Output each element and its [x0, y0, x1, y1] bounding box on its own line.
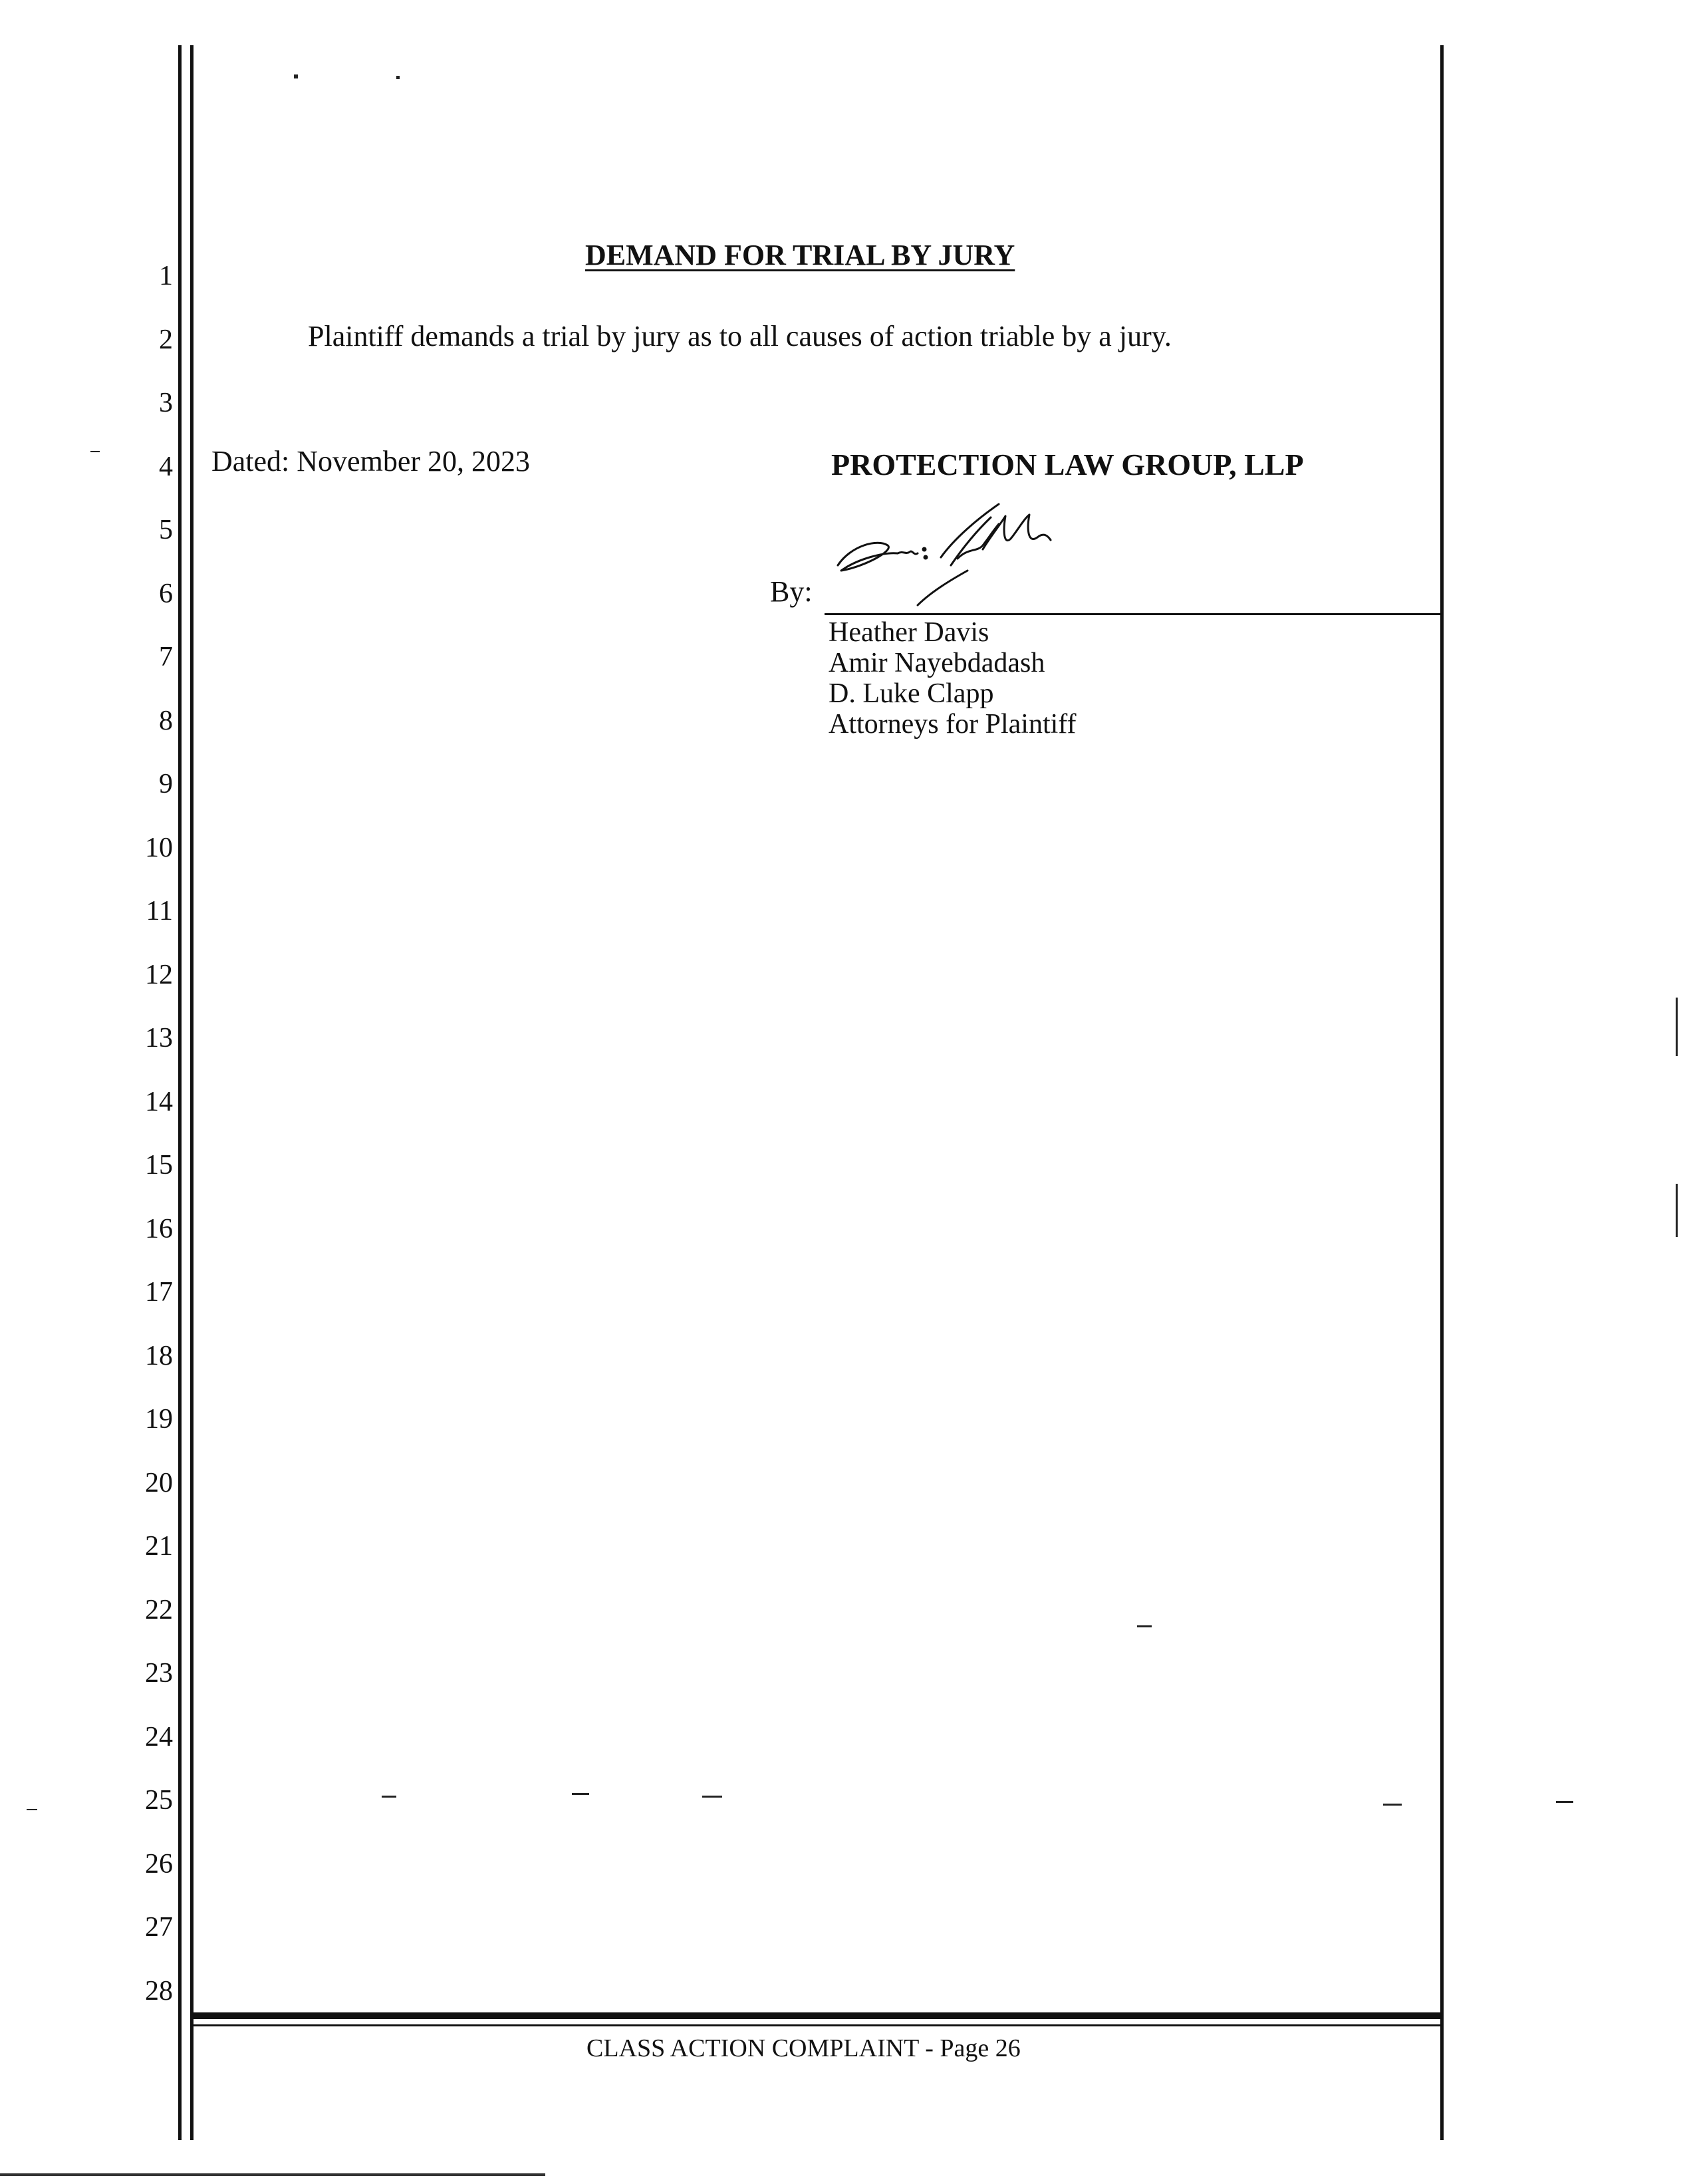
line-number: 2	[159, 325, 173, 355]
line-number: 15	[145, 1150, 173, 1180]
line-number: 25	[145, 1785, 173, 1816]
footer-rule-thick	[190, 2012, 1440, 2019]
line-number: 1	[159, 261, 173, 291]
line-number: 17	[145, 1277, 173, 1307]
counsel-name: Amir Nayebdadash	[829, 648, 1045, 678]
counsel-block	[829, 617, 1077, 740]
scan-speck	[294, 74, 298, 78]
line-number: 8	[159, 706, 173, 736]
scan-speck	[1676, 1184, 1678, 1237]
line-number: 23	[145, 1658, 173, 1689]
line-number: 28	[145, 1976, 173, 2006]
line-number: 6	[159, 579, 173, 609]
scan-bottom-edge	[0, 2173, 545, 2176]
line-number: 13	[145, 1023, 173, 1053]
right-margin-rule	[1440, 45, 1444, 2140]
dated-line: Dated: November 20, 2023	[211, 445, 530, 478]
law-firm-name: PROTECTION LAW GROUP, LLP	[831, 448, 1304, 481]
document-heading: DEMAND FOR TRIAL BY JURY	[585, 239, 1015, 271]
footer-rule-thin	[190, 2024, 1440, 2026]
line-number: 21	[145, 1531, 173, 1562]
line-number: 27	[145, 1912, 173, 1943]
scan-speck	[382, 1796, 396, 1798]
scan-speck	[1676, 998, 1678, 1056]
line-numbers	[113, 0, 173, 2184]
line-number: 7	[159, 642, 173, 672]
handwritten-signature	[825, 492, 1091, 612]
line-number: 19	[145, 1404, 173, 1434]
scan-speck	[1556, 1801, 1573, 1803]
counsel-name: D. Luke Clapp	[829, 678, 994, 709]
line-number: 12	[145, 960, 173, 990]
counsel-role: Attorneys for Plaintiff	[829, 709, 1077, 740]
scan-speck	[1137, 1625, 1152, 1627]
by-label: By:	[770, 575, 813, 608]
line-number: 24	[145, 1722, 173, 1752]
scan-speck	[396, 76, 400, 79]
line-number: 4	[159, 452, 173, 482]
line-number: 22	[145, 1595, 173, 1625]
line-number: 10	[145, 833, 173, 863]
line-number: 26	[145, 1849, 173, 1879]
line-number: 3	[159, 388, 173, 418]
line-number: 20	[145, 1468, 173, 1498]
line-number: 9	[159, 769, 173, 799]
scan-speck	[702, 1796, 722, 1798]
counsel-name: Heather Davis	[829, 617, 989, 648]
scan-speck	[90, 451, 100, 452]
scan-speck	[27, 1809, 37, 1810]
scan-speck	[1383, 1804, 1402, 1806]
line-number: 14	[145, 1087, 173, 1117]
left-margin-rule-outer	[178, 45, 182, 2140]
scan-speck	[572, 1793, 589, 1795]
line-number: 5	[159, 515, 173, 545]
line-number: 18	[145, 1341, 173, 1371]
left-margin-rule-inner	[190, 45, 194, 2140]
signature-line	[825, 613, 1440, 615]
page-footer: CLASS ACTION COMPLAINT - Page 26	[586, 2034, 1021, 2062]
line-number: 16	[145, 1214, 173, 1244]
jury-demand-text: Plaintiff demands a trial by jury as to all causes of action triable by a jury.	[308, 320, 1172, 352]
line-number: 11	[146, 896, 173, 926]
